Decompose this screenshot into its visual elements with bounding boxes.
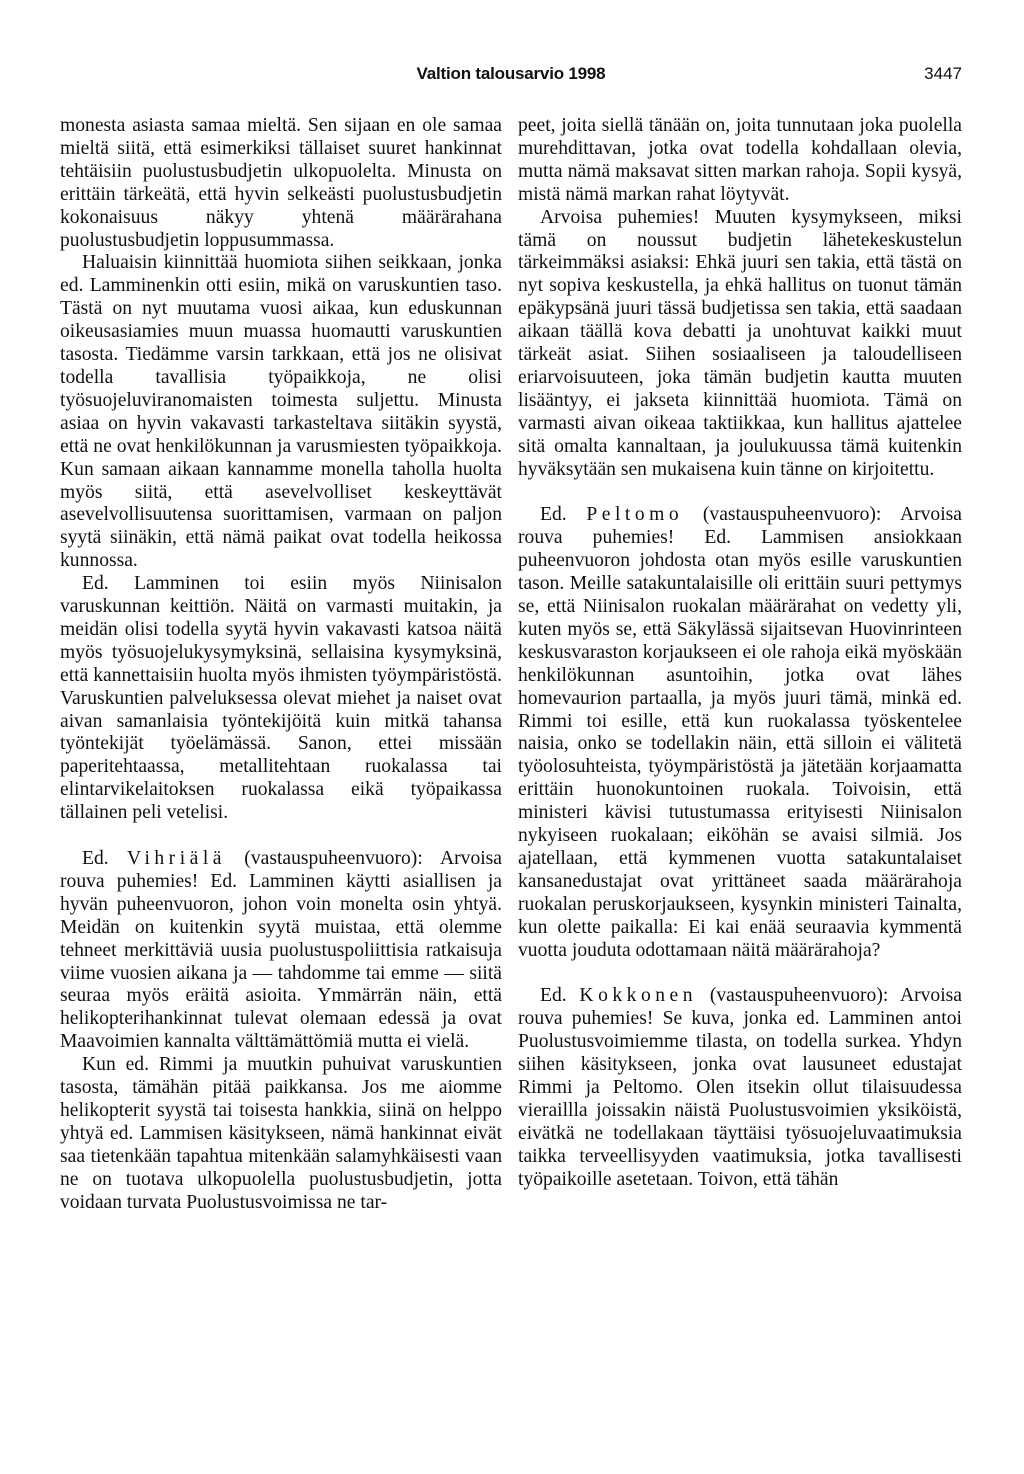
paragraph: Kun ed. Rimmi ja muutkin puhuivat varuskuntien tasosta, tämähän pitää paikkansa. Jos me aiomme helikopterit syystä tai toisesta hankkia, siinä on helppo yhtyä ed. Lammisen käsitykseen, nämä hankinnat eivät saa tietenkään tapahtua mitenkään salamyhkäisesti vaan ne on tuotava ulkopuolella puolustusbudjetin, jotta voidaan turvata Puolustusvoimissa ne tar- [60,1054,502,1213]
speaker-prefix: Ed. [540,504,587,526]
speech-text: (vastauspuheenvuoro): Arvoisa rouva puhemies! Ed. Lammisen ansiokkaan puheenvuoron johdosta otan myös esille varuskuntien tason. Meille satakuntalaisille oli erittäin suuri pettymys se, että Niinisalon ruokalan määrärahat on vedetty yli, kuten myös se, että Säkylässä sijaitsevan Huovinrinteen keskusvaraston korjaukseen ei ole rahoja eikä myöskään henkilökunnan asuntoihin, jotka ovat lähes homevaurion partaalla, ja myös juuri tämä, minkä ed. Rimmi toi esille, että kun ruokalassa työskentelee naisia, onko se todellakin näin, että silloin ei välitetä työolosuhteista, työympäristöstä ja jätetään korjaamatta erittäin huonokuntoinen ruokala. Toivoisin, että ministeri kävisi tutustumassa erityisesti Niinisalon nykyiseen ruokalaan; eiköhän se avaisi silmiä. Jos ajatellaan, että kymmenen vuotta satakuntalaiset kansanedustajat ovat yrittäneet saada määrärahoja ruokalan peruskorjaukseen, kysynkin ministeri Tainalta, kun olette paikalla: Ei kai enää seuraavia kymmentä vuotta jouduta odottamaan näitä määrärahoja? [518,504,962,961]
page-number: 3447 [924,64,962,83]
paragraph: Arvoisa puhemies! Muuten kysymykseen, miksi tämä on noussut budjetin lähetekeskustelun tärkeimmäksi asiaksi: Ehkä juuri sen takia, että tästä on nyt sopiva keskustella, ja ehkä hallitus on tuonut tämän epäkypsänä juuri tässä budjetissa sen takia, että saadaan aikaan täällä kova debatti ja unohtuvat kaikki muut tärkeät asiat. Siihen sosiaaliseen ja taloudelliseen eriarvoisuuteen, joka tämän budjetin kautta muuten lisääntyy, ei jakseta kiinnittää huomiota. Tämä on varmasti aivan oikeaa taktiikkaa, kun hallitus ajattelee sitä omalta kannaltaan, ja joulukuussa tämä kuitenkin hyväksytään sen mukaisena kuin tänne on kirjoitettu. [518,206,962,480]
speaker-name: Vihriälä [126,847,226,869]
speech-paragraph [518,504,962,962]
speech-paragraph [60,848,502,1054]
left-column [60,115,502,1214]
paragraph: peet, joita siellä tänään on, joita tunnutaan joka puolella murehdittavan, jotka ovat todella kohdallaan olevia, mutta nämä maksavat sitten markan rahoja. Sopii kysyä, mistä nämä markan rahat löytyvät. [518,115,962,205]
paragraph: monesta asiasta samaa mieltä. Sen sijaan en ole samaa mieltä siitä, että esimerkiksi tällaiset suuret hankinnat tehtäisiin puolustusbudjetin ulkopuolelta. Minusta on erittäin tärkeätä, että hyvin selkeästi puolustusbudjetin kokonaisuus näkyy yhtenä määrärahana puolustusbudjetin loppusummassa. [60,115,502,251]
speaker-prefix: Ed. [540,985,580,1007]
running-title: Valtion talousarvio 1998 [416,64,606,83]
right-column [518,115,962,1192]
speaker-prefix: Ed. [82,847,127,869]
page-header [60,62,962,92]
speech-paragraph [518,985,962,1191]
speaker-name: Kokkonen [579,985,698,1007]
paragraph: Ed. Lamminen toi esiin myös Niinisalon varuskunnan keittiön. Näitä on varmasti muitakin, ja meidän olisi todella syytä hyvin vakavasti katsoa näitä myös työsuojelukysymyksinä, sellaisina kysymyksinä, että kannettaisiin huolta myös ihmisten työympäristöstä. Varuskuntien palveluksessa olevat miehet ja naiset ovat aivan samanlaisia työntekijöitä kuin mitkä tahansa työntekijät työelämässä. Sanon, ettei missään paperitehtaassa, metallitehtaan ruokalassa tai elintarvikelaitoksen ruokalassa eikä työpaikassa tällainen peli vetelisi. [60,573,502,824]
speech-text: (vastauspuheenvuoro): Arvoisa rouva puhemies! Se kuva, jonka ed. Lamminen antoi Puolustusvoimiemme tilasta, on todella surkea. Yhdyn siihen käsitykseen, jonka ovat lausuneet edustajat Rimmi ja Peltomo. Olen itsekin ollut tilaisuudessa vieraillla joissakin näistä Puolustusvoimien yksiköistä, eivätkä ne todellakaan täyttäisi työsuojeluvaatimuksia taikka terveellisyyden vaatimuksia, jotka tavallisesti työpaikoille asetetaan. Toivon, että tähän [518,985,962,1190]
speaker-name: Peltomo [586,504,684,526]
speech-text: (vastauspuheenvuoro): Arvoisa rouva puhemies! Ed. Lamminen käytti asiallisen ja hyvän puheenvuoron, johon voin monelta osin yhtyä. Meidän on kuitenkin syytä muistaa, että olemme tehneet merkittäviä uusia puolustuspoliittisia ratkaisuja viime vuosien aikana ja — tahdomme tai emme — siitä seuraa myös eräitä asioita. Ymmärrän näin, että helikopterihankinnat tulevat olemaan edessä ja ovat Maavoimien kannalta välttämättömiä mutta ei vielä. [60,847,503,1053]
paragraph: Haluaisin kiinnittää huomiota siihen seikkaan, jonka ed. Lamminenkin otti esiin, mikä on varuskuntien taso. Tästä on nyt muutama vuosi aikaa, kun eduskunnan oikeusasiamies muun muassa huomautti varuskuntien tasosta. Tiedämme varsin tarkkaan, että jos ne olisivat todella tavallisia työpaikkoja, ne olisi työsuojeluviranomaisten toimesta suljettu. Minusta asiaa on hyvin vakavasti tarkasteltava siitäkin syystä, että ne ovat henkilökunnan ja varusmiesten työpaikkoja. Kun samaan aikaan kannamme monella taholla huolta myös siitä, että asevelvolliset keskeyttävät asevelvollisuutensa suorittamisen, varmaan on paljon syytä siinäkin, että nämä paikat ovat todella heikossa kunnossa. [60,252,502,572]
